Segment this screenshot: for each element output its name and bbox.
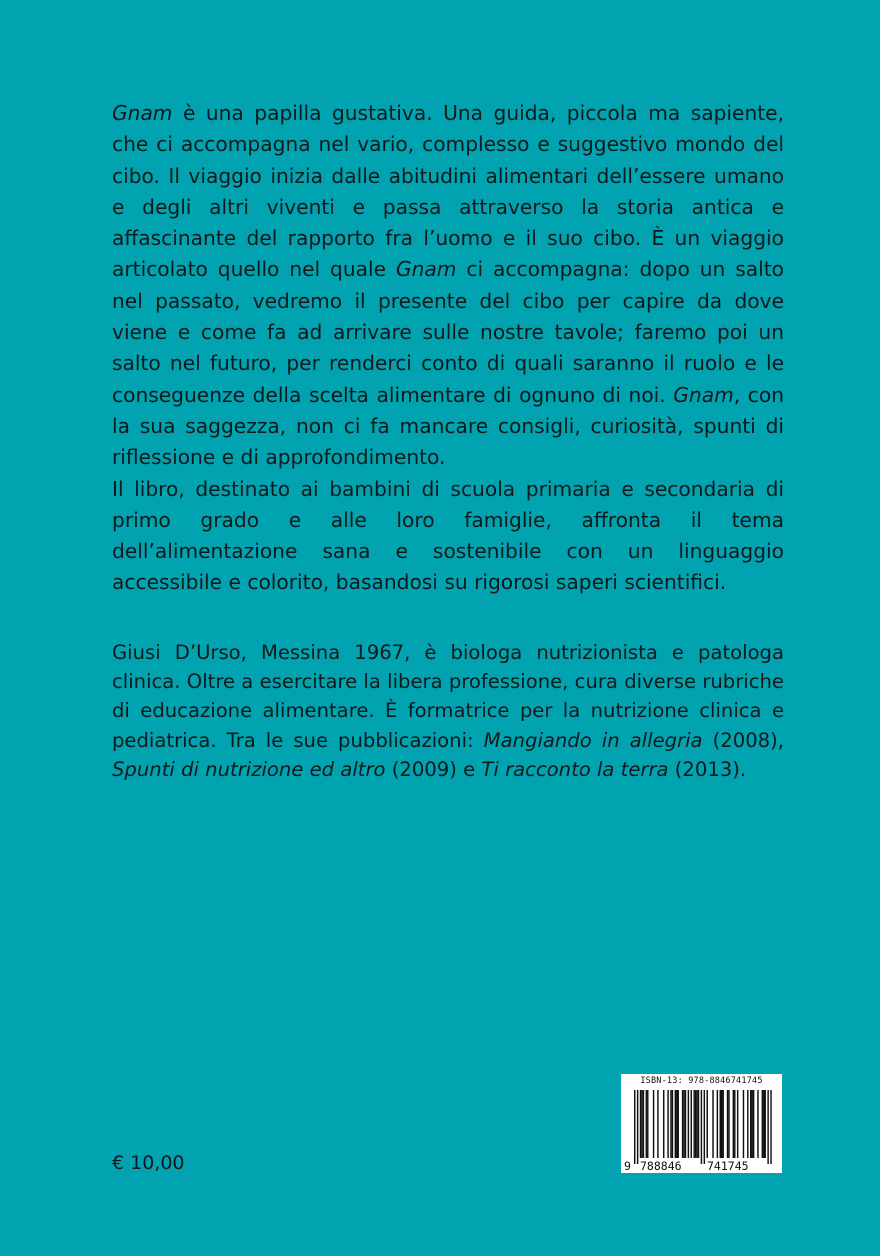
barcode-bar bbox=[743, 1090, 744, 1158]
italic-title: Mangiando in allegria bbox=[483, 728, 703, 752]
barcode-bar bbox=[698, 1090, 699, 1158]
barcode-bar bbox=[688, 1090, 689, 1158]
barcode-bar bbox=[682, 1090, 683, 1158]
barcode-bar bbox=[641, 1090, 642, 1158]
barcode-bar bbox=[707, 1090, 708, 1158]
barcode-bar bbox=[691, 1090, 692, 1158]
barcode-bar bbox=[693, 1090, 694, 1158]
barcode-bar bbox=[640, 1090, 641, 1158]
barcode-bar bbox=[737, 1090, 738, 1158]
blurb-paragraph-2: Il libro, destinato ai bambini di scuola primaria e secondaria di primo grado e alle loro famiglie, affronta il tema dell’alimentazione sana e sostenibile con un linguaggio accessibile e colorito, basandosi su rigorosi saperi scientifici. bbox=[112, 476, 784, 595]
barcode-bar bbox=[676, 1090, 677, 1158]
barcode-bar bbox=[701, 1090, 702, 1164]
text-run: Giusi D’Urso, Messina 1967, è biologa nutrizionista e patologa clinica. Oltre a esercitare la libera professione, cura diverse rubriche di educazione alimentare. È formatrice per la nutrizione clinica e pediatrica. Tra le sue pubblicazioni: bbox=[112, 641, 784, 752]
barcode-bar bbox=[763, 1090, 764, 1158]
barcode-bar bbox=[634, 1090, 635, 1164]
blurb-paragraph-1 bbox=[112, 98, 784, 474]
text-run: (2013). bbox=[668, 757, 747, 781]
barcode-bar bbox=[750, 1090, 751, 1158]
barcode-bar bbox=[663, 1090, 664, 1158]
barcode-bar bbox=[653, 1090, 654, 1158]
barcode-bar bbox=[734, 1090, 735, 1158]
barcode-digit-first: 9 bbox=[624, 1159, 631, 1173]
text-run: è una papilla gustativa. Una guida, piccola ma sapiente, che ci accompagna nel vario, complesso e suggestivo mondo del cibo. Il viaggio inizia dalle abitudini alimentari dell’essere umano e degli altri viventi e passa attraverso la storia antica e affascinante del rapporto fra l’uomo e il suo cibo. È un viaggio articolato quello nel quale bbox=[112, 101, 784, 282]
italic-title: Gnam bbox=[395, 257, 457, 282]
barcode-bar bbox=[637, 1090, 638, 1164]
barcode-bar bbox=[720, 1090, 721, 1158]
italic-title: Gnam bbox=[673, 382, 734, 407]
barcode-bar bbox=[683, 1090, 684, 1158]
barcode-bar bbox=[753, 1090, 754, 1158]
isbn-label: ISBN-13: 978-8846741745 bbox=[640, 1076, 763, 1086]
barcode-bar bbox=[721, 1090, 722, 1158]
barcode-bar bbox=[704, 1090, 705, 1164]
barcode-digits-right: 741745 bbox=[707, 1159, 749, 1173]
barcode-bar bbox=[722, 1090, 723, 1158]
barcode-bar bbox=[685, 1090, 686, 1158]
barcode-bar bbox=[765, 1090, 766, 1158]
author-bio-paragraph bbox=[112, 638, 784, 784]
italic-title: Gnam bbox=[112, 101, 173, 125]
barcode-bar bbox=[733, 1090, 734, 1158]
barcode-bar bbox=[670, 1090, 671, 1158]
barcode-bar bbox=[717, 1090, 718, 1158]
text-run: , con la sua saggezza, non ci fa mancare consigli, curiosità, spunti di riflessione e di approfondimento. bbox=[112, 382, 784, 470]
barcode-bar bbox=[728, 1090, 729, 1158]
author-bio bbox=[112, 638, 784, 784]
barcode-bar bbox=[767, 1090, 768, 1164]
italic-title: Ti racconto la terra bbox=[481, 757, 669, 781]
barcode-bar bbox=[712, 1090, 713, 1158]
barcode-bar bbox=[757, 1090, 758, 1158]
text-run: ci accompagna: dopo un salto nel passato, vedremo il presente del cibo per capire da dove viene e come fa ad arrivare sulle nostre tavole; faremo poi un salto nel futuro, per renderci conto di quali saranno il ruolo e le conseguenze della scelta alimentare di ognuno di noi. bbox=[112, 257, 784, 407]
barcode-bar bbox=[770, 1090, 771, 1164]
barcode-graphic bbox=[621, 1088, 782, 1173]
barcode-bar bbox=[657, 1090, 658, 1158]
price-label: € 10,00 bbox=[112, 1152, 185, 1174]
barcode-digits-left: 788846 bbox=[640, 1159, 682, 1173]
barcode-bar bbox=[646, 1090, 647, 1158]
barcode-bar bbox=[751, 1090, 752, 1158]
text-run: (2009) e bbox=[385, 757, 482, 781]
barcode-bar bbox=[675, 1090, 676, 1158]
barcode-bar bbox=[762, 1090, 763, 1158]
text-run: (2008), bbox=[702, 728, 784, 752]
italic-title: Spunti di nutrizione ed altro bbox=[112, 757, 386, 781]
barcode-bar bbox=[678, 1090, 679, 1158]
barcode-bar bbox=[696, 1090, 697, 1158]
isbn-barcode bbox=[621, 1074, 782, 1173]
book-blurb bbox=[112, 98, 784, 599]
barcode-bar bbox=[727, 1090, 728, 1158]
barcode-bar bbox=[747, 1090, 748, 1158]
barcode-bar bbox=[667, 1090, 668, 1158]
barcode-bar bbox=[672, 1090, 673, 1158]
barcode-bar bbox=[643, 1090, 644, 1158]
barcode-bar bbox=[647, 1090, 648, 1158]
barcode-bar bbox=[695, 1090, 696, 1158]
